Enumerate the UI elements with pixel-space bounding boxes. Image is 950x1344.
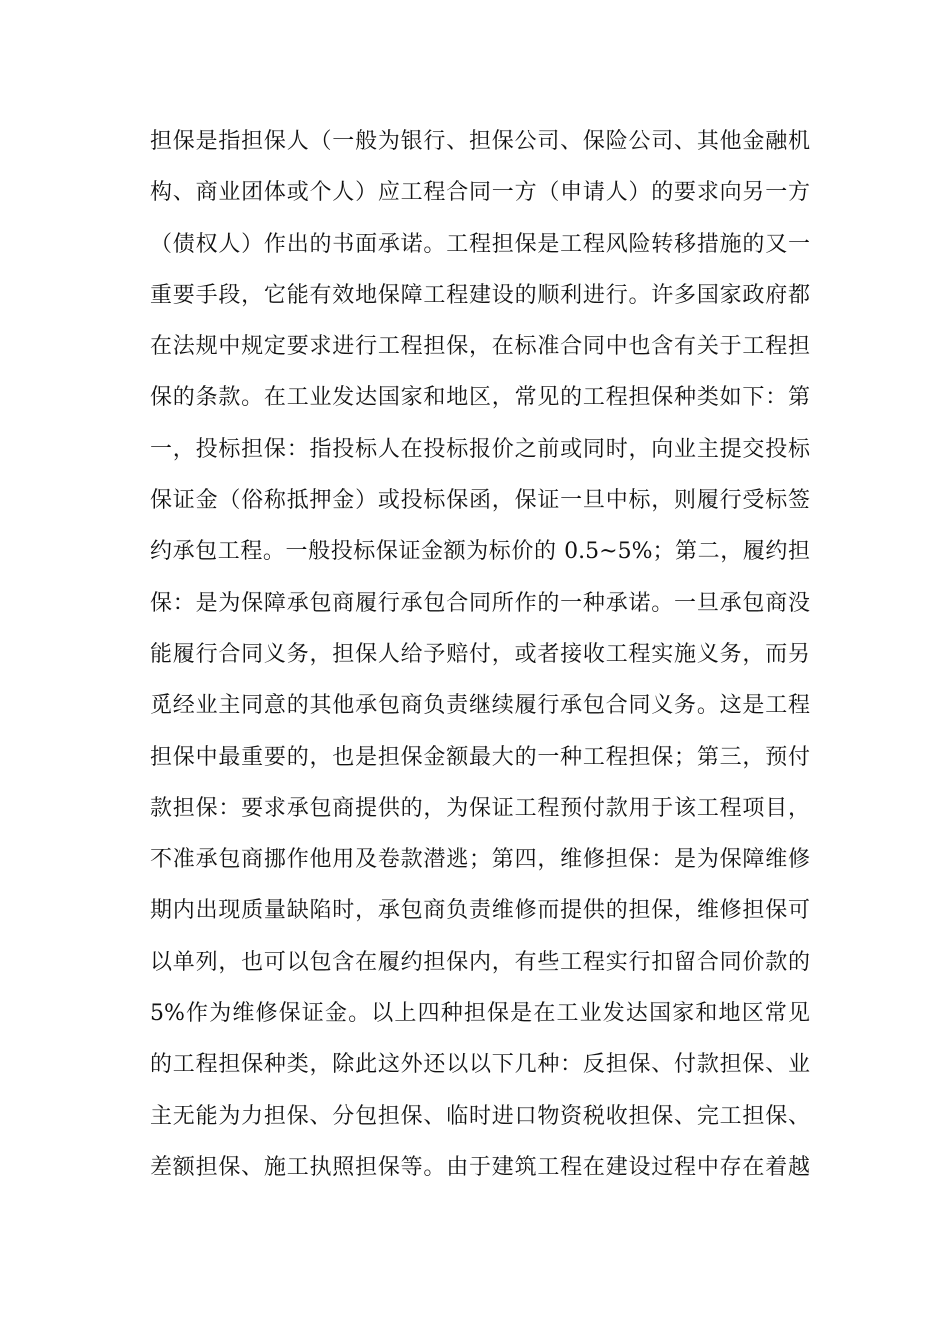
text-line: 保的条款。在工业发达国家和地区，常见的工程担保种类如下：第 <box>150 385 810 411</box>
text-line: 重要手段，它能有效地保障工程建设的顺利进行。许多国家政府都 <box>150 282 810 308</box>
text-line: 款担保：要求承包商提供的，为保证工程预付款用于该工程项目， <box>150 795 810 821</box>
body-paragraph <box>150 116 810 1193</box>
text-line: 的工程担保种类，除此这外还以以下几种：反担保、付款担保、业 <box>150 1052 810 1078</box>
text-line: 觅经业主同意的其他承包商负责继续履行承包合同义务。这是工程 <box>150 693 810 719</box>
text-line: 在法规中规定要求进行工程担保，在标准合同中也含有关于工程担 <box>150 334 810 360</box>
text-line: （债权人）作出的书面承诺。工程担保是工程风险转移措施的又一 <box>150 231 810 257</box>
text-line: 主无能为力担保、分包担保、临时进口物资税收担保、完工担保、 <box>150 1103 810 1129</box>
text-line: 保证金（俗称抵押金）或投标保函，保证一旦中标，则履行受标签 <box>150 488 810 514</box>
text-line: 担保是指担保人（一般为银行、担保公司、保险公司、其他金融机 <box>150 129 810 154</box>
text-line: 构、商业团体或个人）应工程合同一方（申请人）的要求向另一方 <box>150 180 810 206</box>
text-line: 担保中最重要的，也是担保金额最大的一种工程担保；第三，预付 <box>150 744 810 770</box>
text-line: 一，投标担保：指投标人在投标报价之前或同时，向业主提交投标 <box>150 436 810 462</box>
text-line: 能履行合同义务，担保人给予赔付，或者接收工程实施义务，而另 <box>150 641 810 667</box>
text-line: 差额担保、施工执照担保等。由于建筑工程在建设过程中存在着越 <box>150 1154 810 1180</box>
text-line: 期内出现质量缺陷时，承包商负责维修而提供的担保，维修担保可 <box>150 898 810 924</box>
text-line: 5%作为维修保证金。以上四种担保是在工业发达国家和地区常见 <box>150 1001 810 1027</box>
text-line: 约承包工程。一般投标保证金额为标价的 0.5~5%；第二，履约担 <box>150 539 810 565</box>
text-line: 不准承包商挪作他用及卷款潜逃；第四，维修担保：是为保障维修 <box>150 847 810 873</box>
text-line: 以单列，也可以包含在履约担保内，有些工程实行扣留合同价款的 <box>150 949 810 975</box>
text-line: 保：是为保障承包商履行承包合同所作的一种承诺。一旦承包商没 <box>150 590 810 616</box>
